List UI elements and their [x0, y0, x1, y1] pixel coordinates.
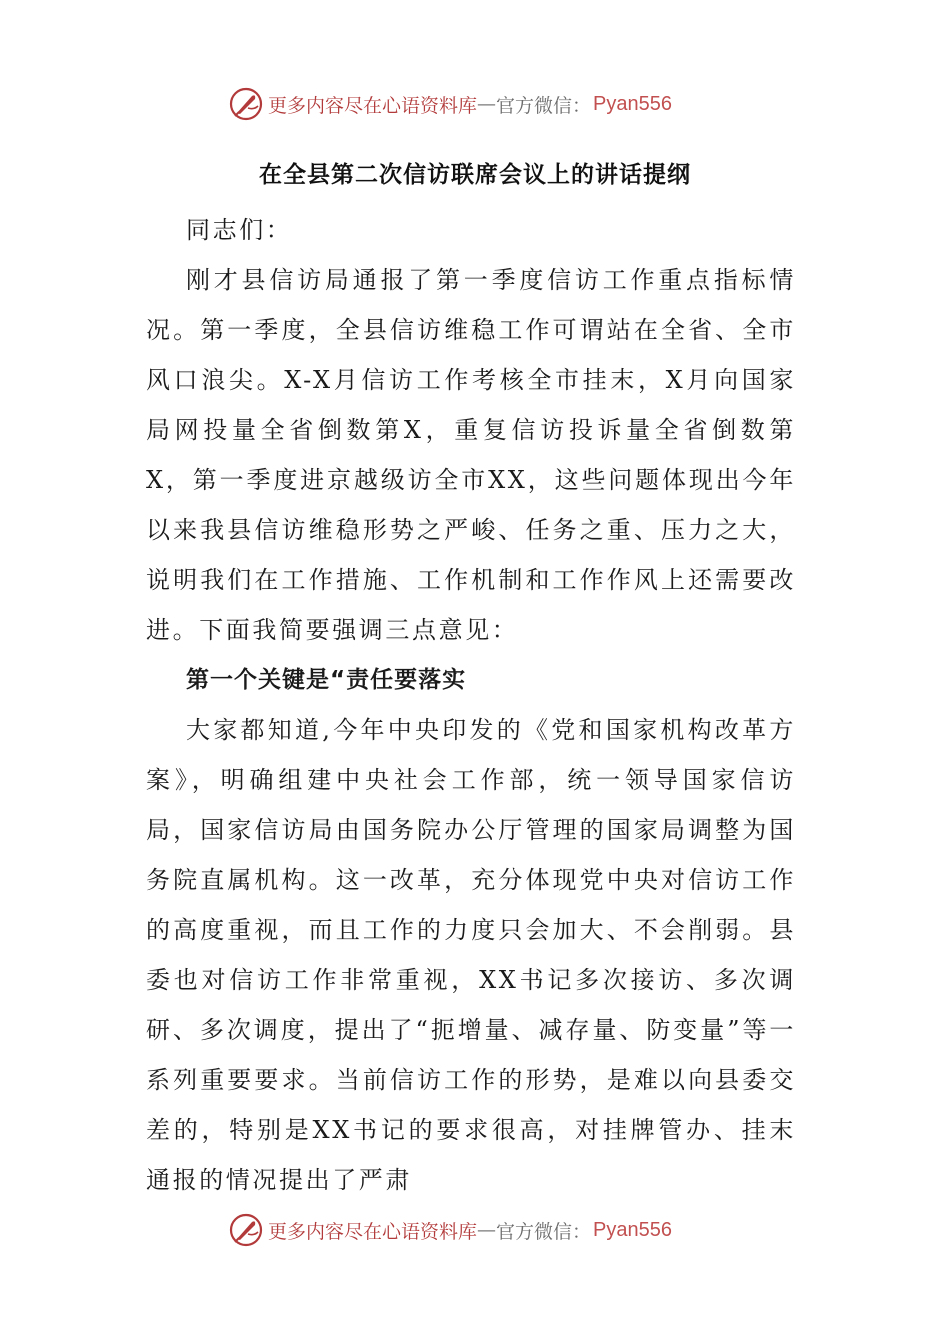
header-watermark — [228, 84, 748, 124]
salutation: 同志们： — [186, 216, 293, 244]
document-title: 在全县第二次信访联席会议上的讲话提纲 — [259, 162, 691, 188]
watermark-separator: — — [477, 93, 497, 115]
section-paragraph: 大家都知道,今年中央印发的《党和国家机构改革方案》，明确组建中央社会工作部，统一领导国家信访局，国家信访局由国务院办公厅管理的国家局调整为国务院直属机构。这一改革，充分体现党中央对信访工作的高度重视，而且工作的力度只会加大、不会削弱。县委也对信访工作非常重视，XX书记多次接访、多次调研、多次调度，提出了“扼增量、减存量、防变量”等一系列重要要求。当前信访工作的形势，是难以向县委交差的，特别是XX书记的要求很高，对挂牌管办、挂末通报的情况提出了严肃 — [146, 716, 796, 1194]
watermark-brand-text: 更多内容尽在心语资料库 — [268, 94, 478, 117]
footer-watermark — [228, 1210, 748, 1250]
section-heading: 第一个关键是“责任要落实 — [186, 667, 467, 693]
quill-pen-circle-icon — [228, 86, 264, 122]
watermark-wechat-id: Pyan556 — [593, 1218, 672, 1241]
watermark-official-label: 官方微信： — [496, 1220, 592, 1243]
watermark-separator: — — [477, 1219, 497, 1241]
quill-pen-circle-icon — [228, 1212, 264, 1248]
watermark-brand-text: 更多内容尽在心语资料库 — [268, 1220, 478, 1243]
document-body — [146, 205, 796, 1205]
intro-paragraph: 刚才县信访局通报了第一季度信访工作重点指标情况。第一季度，全县信访维稳工作可谓站在全省、全市风口浪尖。X-X月信访工作考核全市挂末，X月向国家局网投量全省倒数第X，重复信访投诉量全省倒数第X，第一季度进京越级访全市XX，这些问题体现出今年以来我县信访维稳形势之严峻、任务之重、压力之大，说明我们在工作措施、工作机制和工作作风上还需要改进。下面我简要强调三点意见： — [146, 266, 796, 644]
watermark-official-label: 官方微信： — [496, 94, 592, 117]
watermark-wechat-id: Pyan556 — [593, 92, 672, 115]
